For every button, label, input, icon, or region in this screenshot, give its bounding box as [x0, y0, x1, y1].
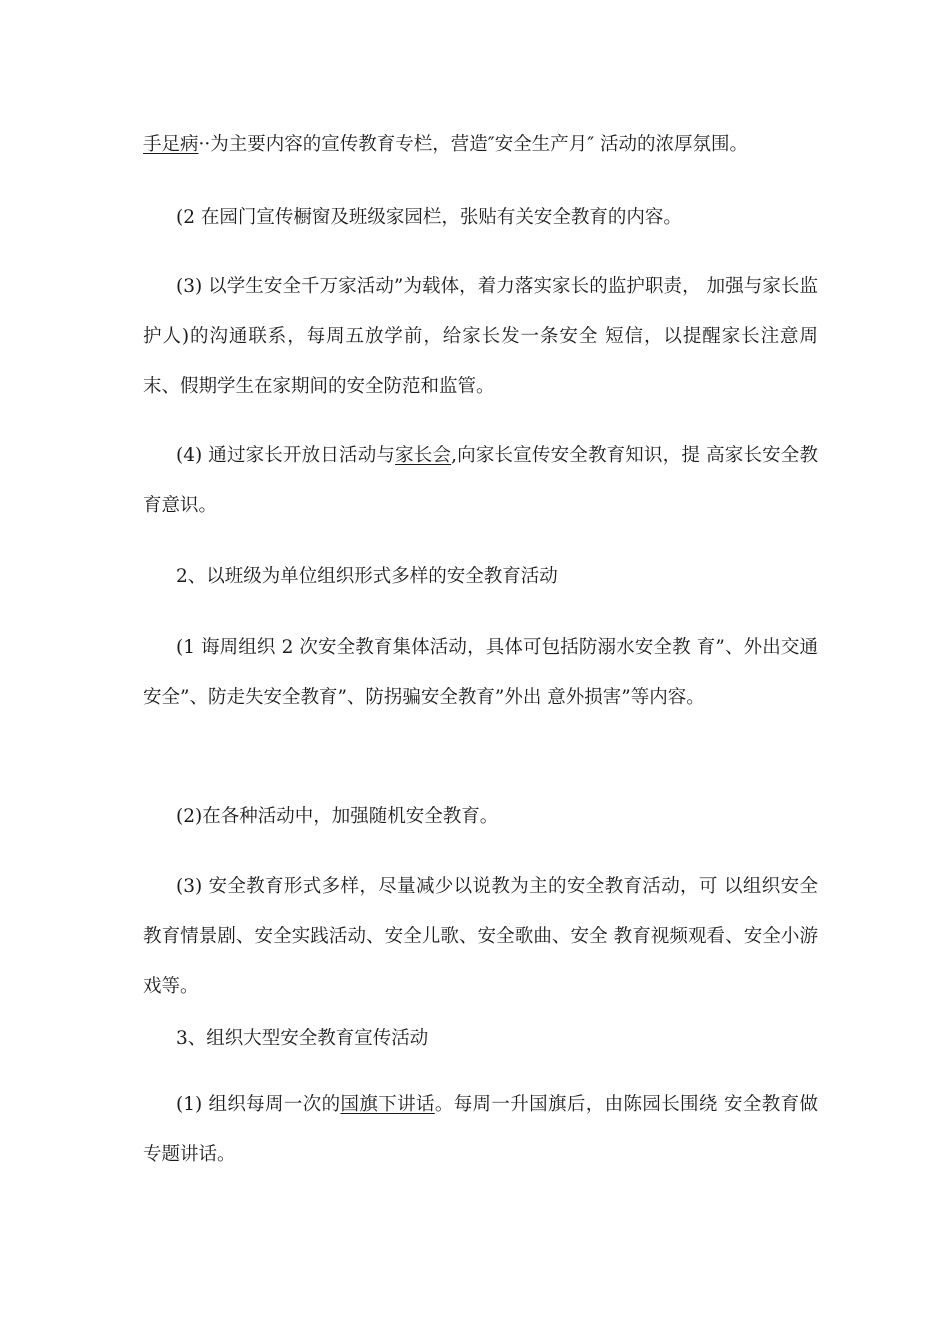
flag-speech-link[interactable]: 国旗下讲话 — [340, 1094, 435, 1115]
paragraph-10 — [143, 1080, 818, 1180]
paragraph-4-text-before: (4) 通过家长开放日活动与 — [176, 445, 396, 466]
parent-meeting-link[interactable]: 家长会 — [395, 445, 452, 466]
section-heading-2: 2、以班级为单位组织形式多样的安全教育活动 — [176, 566, 558, 587]
paragraph-10-text-after: 。每周一升国旗后，由陈园长围绕 安全教育做专题讲话。 — [143, 1094, 818, 1165]
paragraph-1-text: ··为主要内容的宣传教育专栏，营造″安全生产月″ 活动的浓厚氛围。 — [198, 134, 748, 155]
paragraph-4-text-after: ,向家长宣传安全教育知识，提 高家长安全教育意识。 — [143, 445, 818, 516]
paragraph-10-text-before: (1) 组织每周一次的 — [176, 1094, 341, 1115]
section-heading-3: 3、组织大型安全教育宣传活动 — [176, 1028, 429, 1049]
paragraph-2: (2 在园门宣传橱窗及班级家园栏，张贴有关安全教育的内容。 — [176, 207, 682, 228]
paragraph-8: (3) 安全教育形式多样，尽量减少以说教为主的安全教育活动，可 以组织安全教育情景剧、安全实践活动、安全儿歌、安全歌曲、安全 教育视频观看、安全小游戏等。 — [143, 876, 818, 997]
paragraph-1 — [143, 120, 818, 170]
hand-foot-disease-link[interactable]: 手足病 — [143, 134, 199, 155]
paragraph-4 — [143, 431, 818, 531]
paragraph-3: (3) 以学生安全千万家活动”为载体，着力落实家长的监护职责， 加强与家长监护人)的沟通联系，每周五放学前，给家长发一条安全 短信，以提醒家长注意周末、假期学生在家期间的安全防范和监管。 — [143, 276, 818, 397]
paragraph-6: (1 诲周组织 2 次安全教育集体活动，具体可包括防溺水安全教 育”、外出交通安全”、防走失安全教育”、防拐骗安全教育”外出 意外损害”等内容。 — [143, 637, 818, 708]
paragraph-7: (2)在各种活动中，加强随机安全教育。 — [176, 806, 499, 827]
